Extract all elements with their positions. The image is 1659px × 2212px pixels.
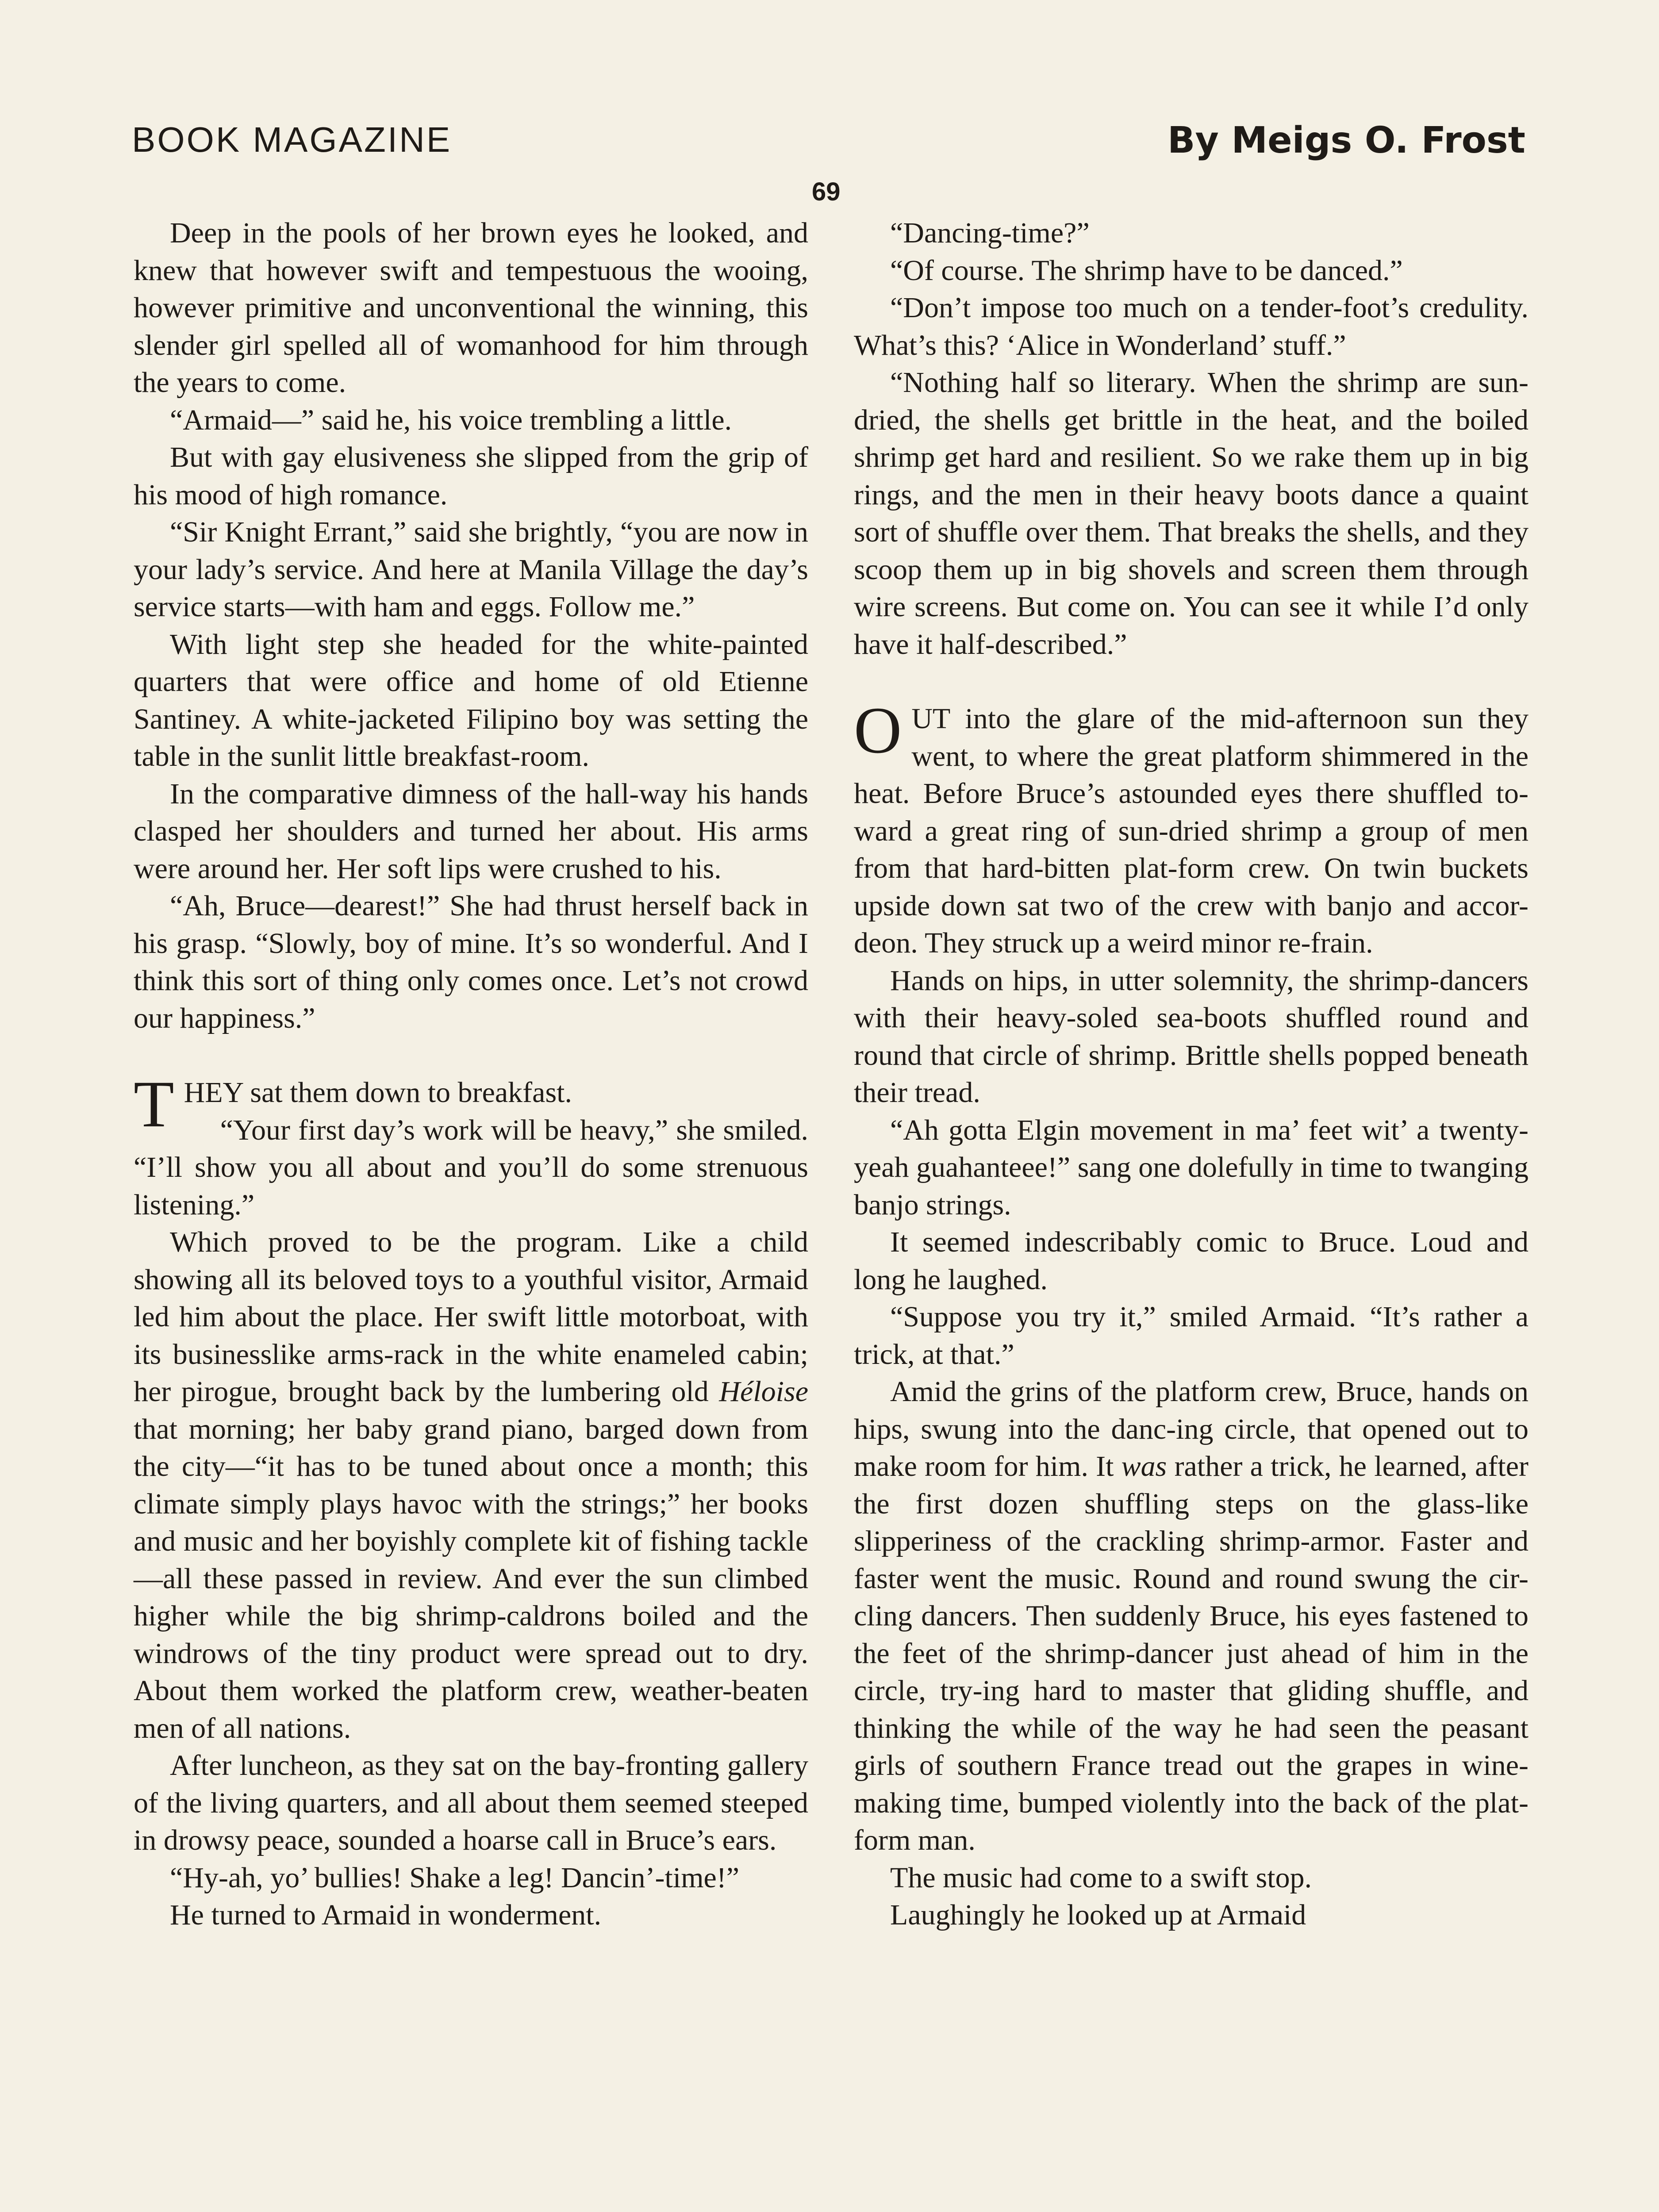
paragraph-with-dropcap	[854, 694, 1528, 962]
paragraph: “Don’t impose too much on a tender-foot’s credulity. What’s this? ‘Alice in Wonderland’ stuff.”	[854, 292, 1528, 361]
paragraph: “Your first day’s work will be heavy,” she smiled. “I’ll show you all about and you’ll do some strenuous listening.”	[134, 1114, 808, 1221]
paragraph-text: UT into the glare of the mid-afternoon sun they went, to where the great platform shimmered in the heat. Before Bruce’s astounded eyes there shuffled to-ward a great ring of sun-dried shrimp a group of men from that hard-bitten plat-form crew. On twin buckets upside down sat two of the crew with banjo and accor-deon. They struck up a weird minor re-frain.	[854, 703, 1528, 959]
paragraph: “Dancing-time?”	[890, 217, 1090, 249]
paragraph: “Ah gotta Elgin movement in ma’ feet wit’ a twenty-yeah guahanteee!” sang one dolefully in time to twanging banjo strings.	[854, 1114, 1528, 1221]
paragraph-text: HEY sat them down to breakfast.	[184, 1076, 572, 1109]
paragraph: The music had come to a swift stop.	[890, 1861, 1312, 1894]
page-number: 69	[812, 177, 841, 206]
italic-text: Héloise	[719, 1375, 808, 1408]
paragraph: “Hy-ah, yo’ bullies! Shake a leg! Dancin’-time!”	[170, 1861, 740, 1894]
left-column	[134, 215, 808, 1934]
italic-text: was	[1121, 1450, 1167, 1482]
paragraph: “Sir Knight Errant,” said she brightly, “you are now in your lady’s service. And here at Manila Village the day’s service starts—with ham and eggs. Follow me.”	[134, 516, 808, 623]
paragraph: But with gay elusiveness she slipped from the grip of his mood of high romance.	[134, 441, 808, 511]
paragraph: “Nothing half so literary. When the shrimp are sun-dried, the shells get brittle in the heat, and the boiled shrimp get hard and resilient. So we rake them up in big rings, and the men in their heavy boots dance a quaint sort of shuffle over them. That breaks the shells, and they scoop them up in big shovels and screen them through wire screens. But come on. You can see it while I’d only have it half-described.”	[854, 366, 1528, 661]
paragraph	[854, 1373, 1528, 1859]
paragraph-with-dropcap	[134, 1068, 808, 1141]
paragraph: With light step she headed for the white-painted quarters that were office and home of old Etienne Santiney. A white-jacketed Filipino boy was setting the table in the sunlit little breakfast-room.	[134, 628, 808, 772]
right-column	[854, 215, 1528, 1934]
author-byline: By Meigs O. Frost	[1167, 119, 1525, 161]
paragraph: “Suppose you try it,” smiled Armaid. “It’s rather a trick, at that.”	[854, 1301, 1528, 1371]
paragraph: He turned to Armaid in wonderment.	[170, 1899, 602, 1931]
paragraph: It seemed indescribably comic to Bruce. Loud and long he laughed.	[854, 1226, 1528, 1296]
paragraph: Deep in the pools of her brown eyes he looked, and knew that however swift and tempestuous the wooing, however primitive and unconventional the winning, this slender girl spelled all of womanhood for him through the years to come.	[134, 217, 808, 399]
paragraph-text: Amid the grins of the platform crew, Bruce, hands on hips, swung into the danc-ing circle, that opened out to make room for him. It	[854, 1375, 1528, 1482]
magazine-title: BOOK MAGAZINE	[132, 120, 452, 159]
drop-cap: O	[854, 694, 902, 767]
paragraph: “Of course. The shrimp have to be danced.”	[890, 254, 1403, 287]
paragraph-text: that morning; her baby grand piano, barged down from the city—“it has to be tuned about once a month; this climate simply plays havoc with the strings;” her books and music and her boyishly complete kit of fishing tackle—all these passed in review. And ever the sun climbed higher while the big shrimp-caldrons boiled and the windrows of the tiny product were spread out to dry. About them worked the platform crew, weather-beaten men of all nations.	[134, 1413, 808, 1744]
paragraph: Hands on hips, in utter solemnity, the shrimp-dancers with their heavy-soled sea-boots shuffled round and round that circle of shrimp. Brittle shells popped beneath their tread.	[854, 964, 1528, 1109]
drop-cap: T	[134, 1068, 174, 1141]
paragraph	[134, 1224, 808, 1747]
paragraph-text: rather a trick, he learned, after the first dozen shuffling steps on the glass-like slipperiness of the crackling shrimp-armor. Faster and faster went the music. Round and round swung the cir-cling dancers. Then suddenly Bruce, his eyes fastened to the feet of the shrimp-dancer just ahead of him in the circle, try-ing hard to master that gliding shuffle, and thinking the while of the way he had seen the peasant girls of southern France tread out the grapes in wine-making time, bumped violently into the back of the plat-form man.	[854, 1450, 1529, 1856]
paragraph: Laughingly he looked up at Armaid	[890, 1899, 1306, 1931]
paragraph: After luncheon, as they sat on the bay-fronting gallery of the living quarters, and all about them seemed steeped in drowsy peace, sounded a hoarse call in Bruce’s ears.	[134, 1749, 808, 1856]
paragraph: “Armaid—” said he, his voice trembling a little.	[170, 403, 732, 436]
section-break	[854, 663, 1528, 700]
paragraph: In the comparative dimness of the hall-way his hands clasped her shoulders and turned her about. His arms were around her. Her soft lips were crushed to his.	[134, 777, 808, 885]
paragraph: “Ah, Bruce—dearest!” She had thrust herself back in his grasp. “Slowly, boy of mine. It’s so wonderful. And I think this sort of thing only comes once. Let’s not crowd our happiness.”	[134, 890, 808, 1034]
paragraph-text: Which proved to be the program. Like a child showing all its beloved toys to a youthful visitor, Armaid led him about the place. Her swift little motorboat, with its businesslike arms-rack in the white enameled cabin; her pirogue, brought back by the lumbering old	[134, 1226, 808, 1408]
section-break	[134, 1037, 808, 1074]
